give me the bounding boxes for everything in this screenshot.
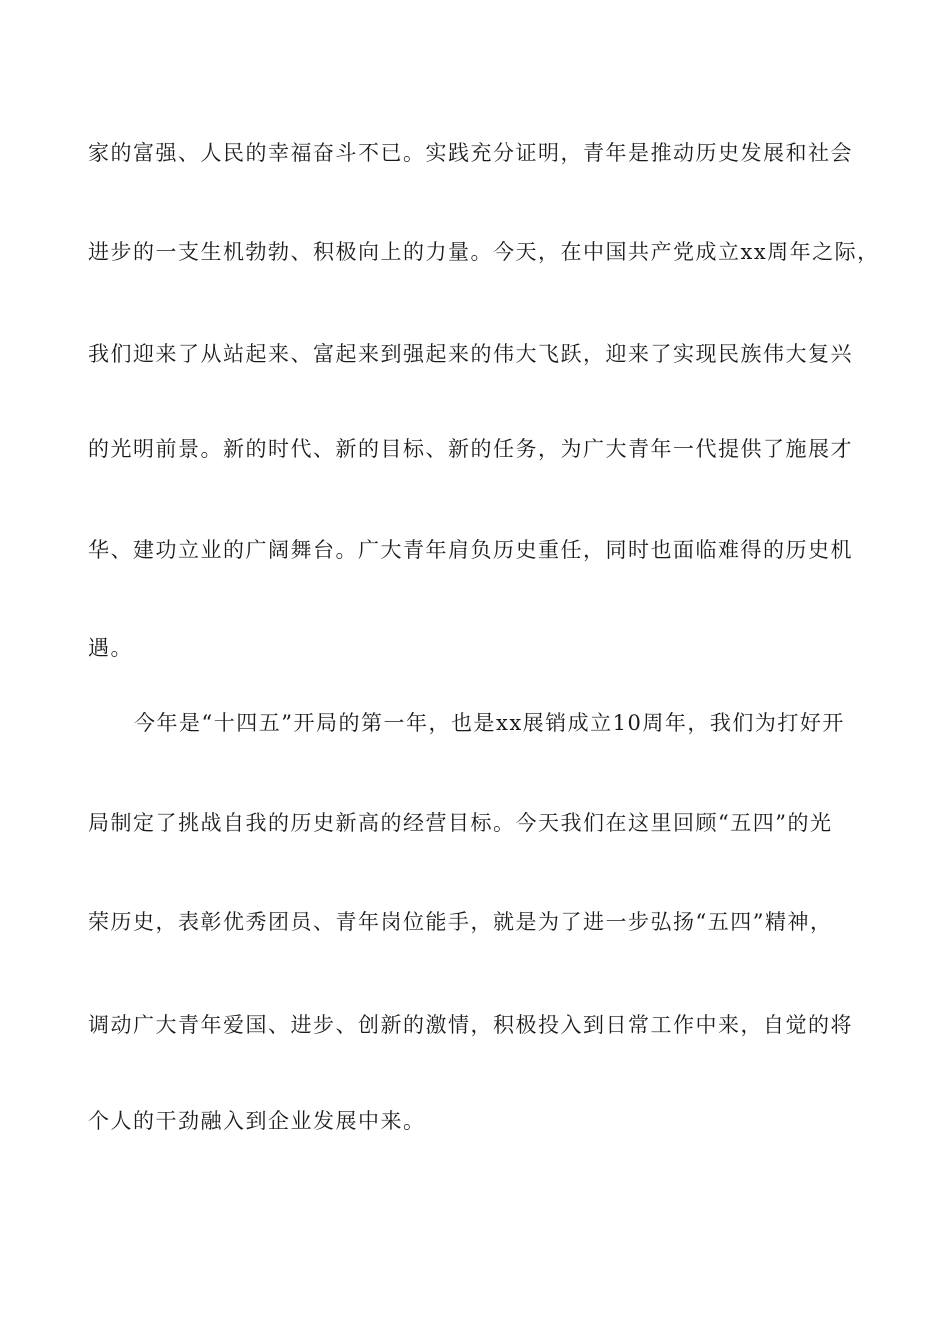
paragraph-2-line-4: 调动广大青年爱国、进步、创新的激情，积极投入到日常工作中来，自觉的将 xyxy=(88,1013,853,1037)
paragraph-1-line-6: 遇。 xyxy=(88,636,133,660)
paragraph-1-line-3: 我们迎来了从站起来、富起来到强起来的伟大飞跃，迎来了实现民族伟大复兴 xyxy=(88,342,853,366)
paragraph-2-line-5: 个人的干劲融入到企业发展中来。 xyxy=(88,1109,426,1133)
paragraph-2-line-2: 局制定了挑战自我的历史新高的经营目标。今天我们在这里回顾“五四”的光 xyxy=(88,811,833,835)
paragraph-1-line-4: 的光明前景。新的时代、新的目标、新的任务，为广大青年一代提供了施展才 xyxy=(88,437,853,461)
paragraph-1-line-2: 进步的一支生机勃勃、积极向上的力量。今天，在中国共产党成立xx周年之际， xyxy=(88,240,880,264)
paragraph-1-line-1: 家的富强、人民的幸福奋斗不已。实践充分证明，青年是推动历史发展和社会 xyxy=(88,141,853,165)
paragraph-1-line-5: 华、建功立业的广阔舞台。广大青年肩负历史重任，同时也面临难得的历史机 xyxy=(88,538,853,562)
paragraph-2-line-1: 今年是“十四五”开局的第一年，也是xx展销成立10周年，我们为打好开 xyxy=(134,711,845,735)
paragraph-2-line-3: 荣历史，表彰优秀团员、青年岗位能手，就是为了进一步弘扬“五四”精神， xyxy=(88,910,833,934)
